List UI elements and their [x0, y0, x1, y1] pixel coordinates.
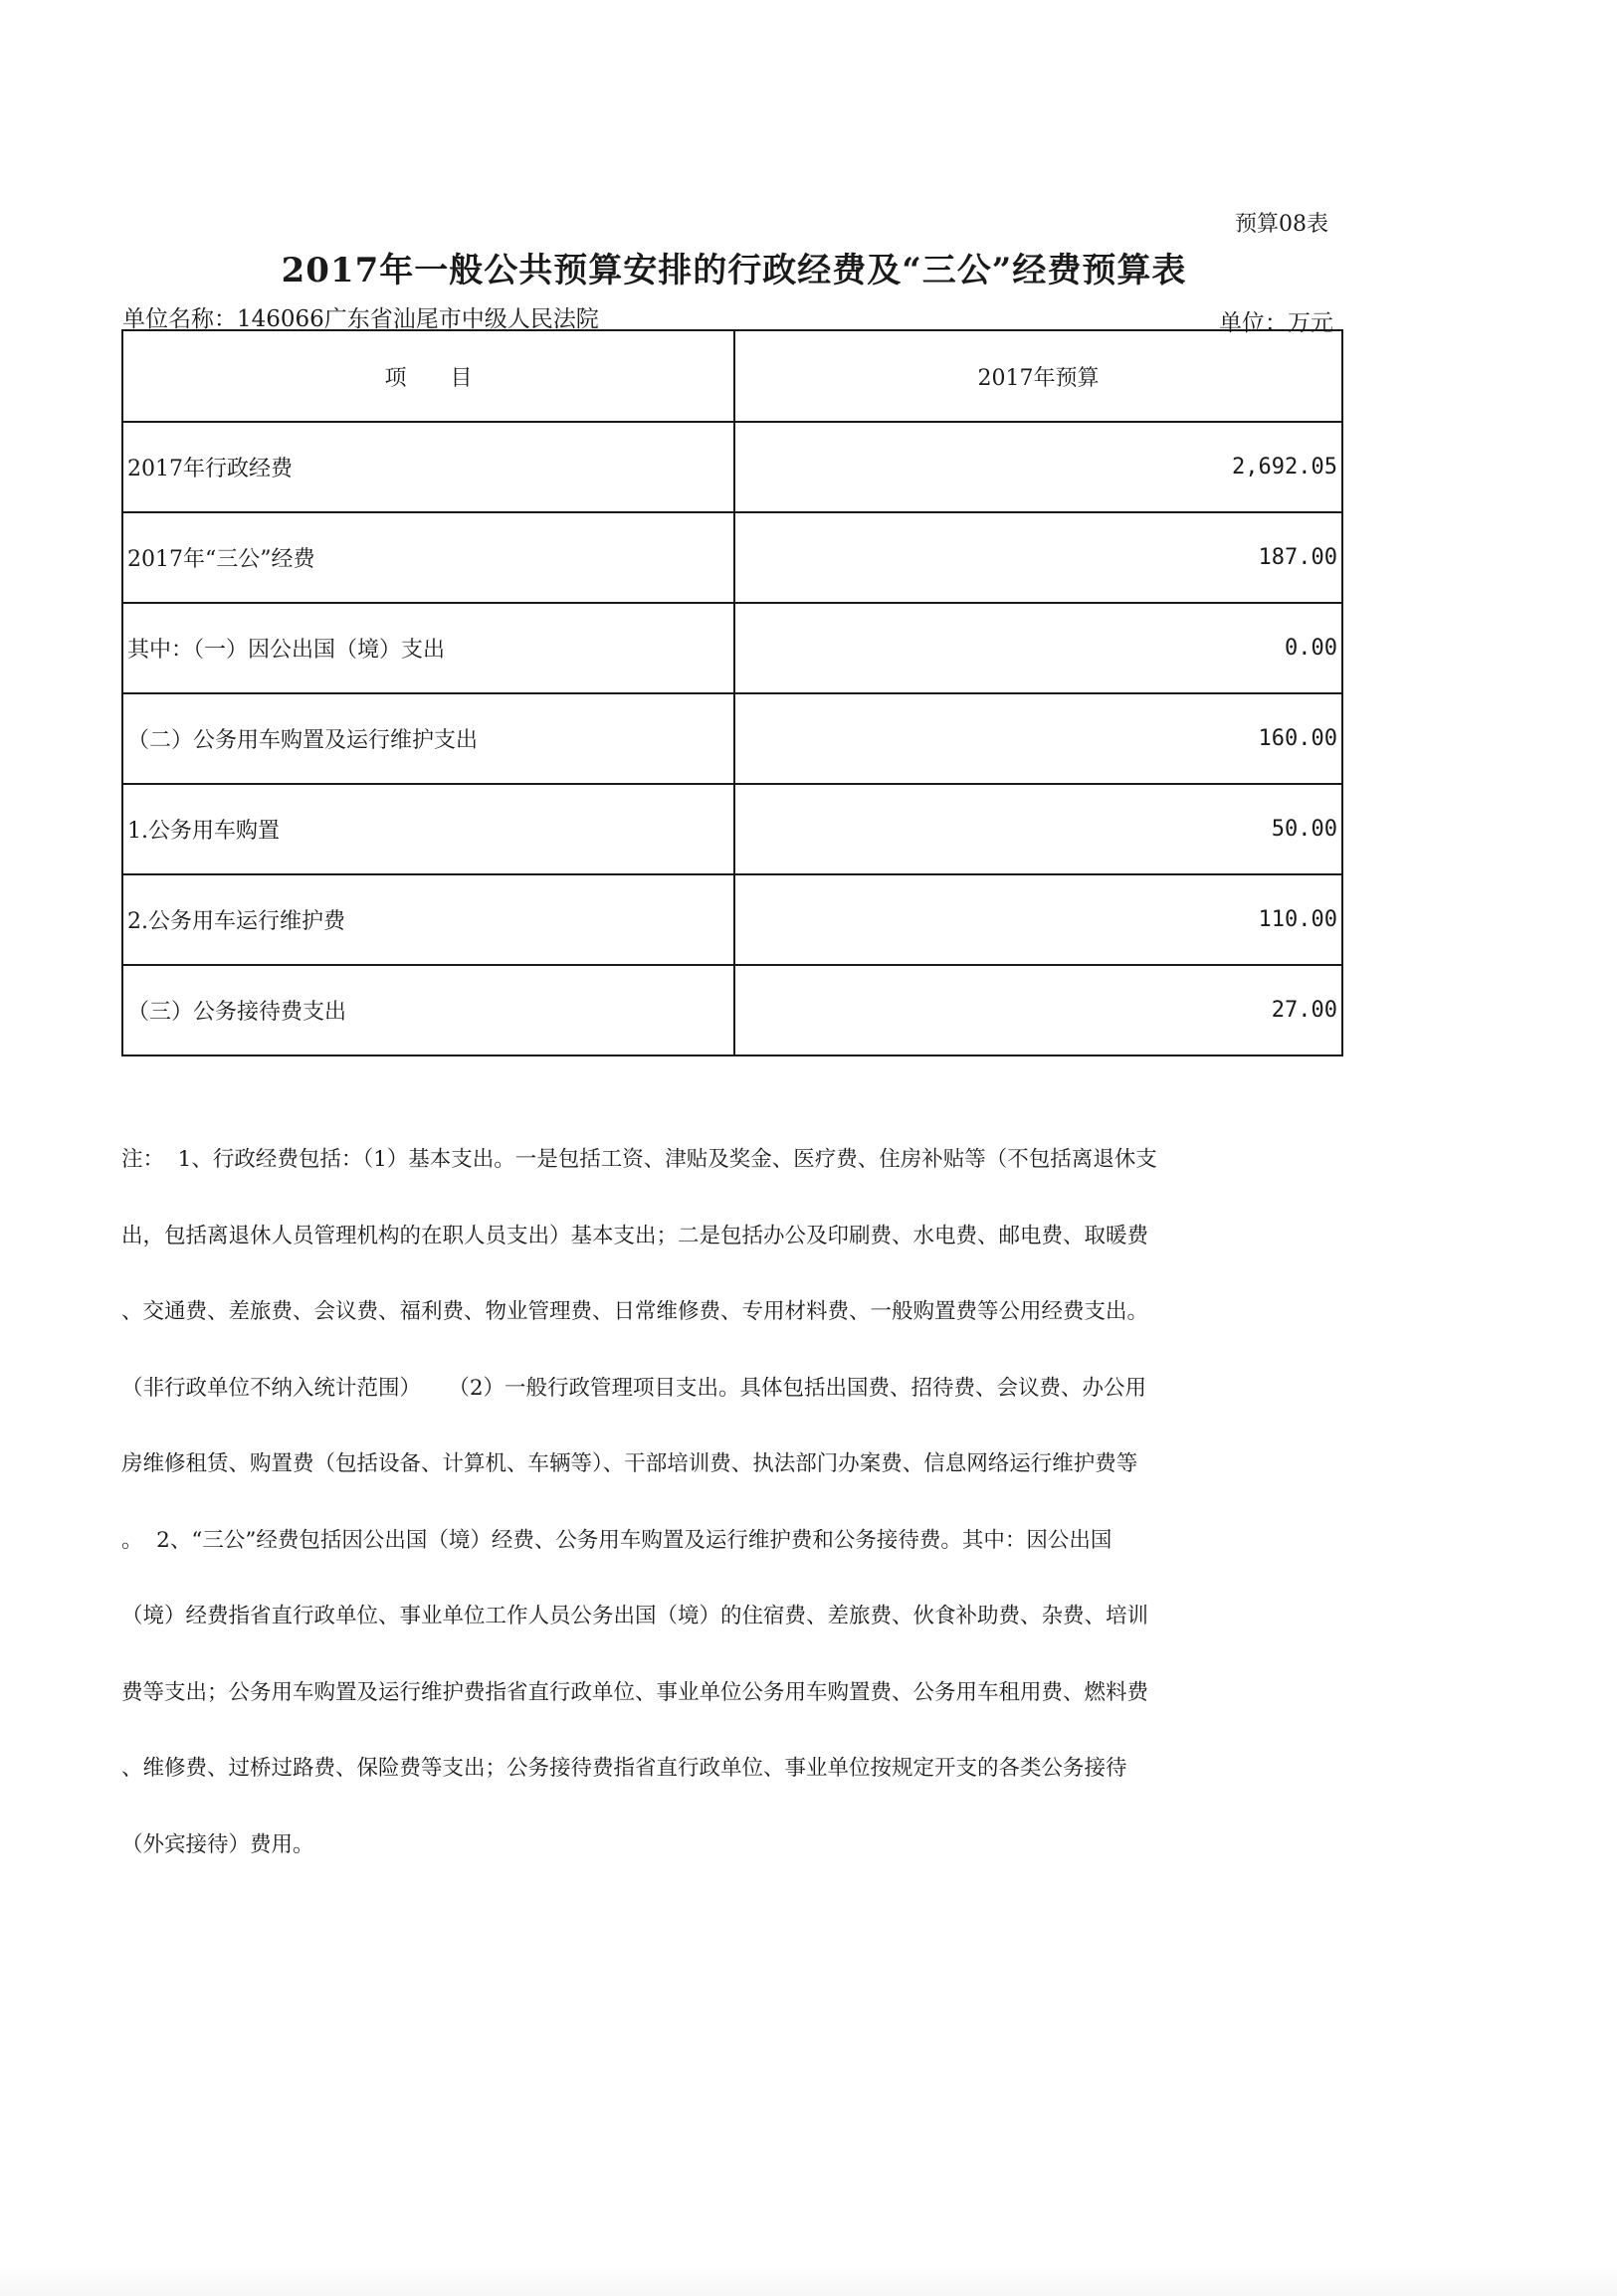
row-value: 187.00: [734, 512, 1342, 603]
row-item-label: （三）公务接待费支出: [122, 965, 734, 1055]
notes-line: 注： 1、行政经费包括：（1）基本支出。一是包括工资、津贴及奖金、医疗费、住房补贴等（不包括离退休支: [121, 1147, 1157, 1172]
row-item-label: 2017年“三公”经费: [122, 512, 734, 603]
notes-line: 房维修租赁、购置费（包括设备、计算机、车辆等）、干部培训费、执法部门办案费、信息网络运行维护费等: [121, 1451, 1138, 1476]
column-header-budget: 2017年预算: [734, 330, 1342, 422]
notes-line: （非行政单位不纳入统计范围） （2）一般行政管理项目支出。具体包括出国费、招待费、会议费、办公用: [121, 1375, 1147, 1401]
row-value: 27.00: [734, 965, 1342, 1055]
notes-line: 费等支出；公务用车购置及运行维护费指省直行政单位、事业单位公务用车购置费、公务用车租用费、燃料费: [121, 1679, 1149, 1705]
budget-table: [121, 329, 1343, 1056]
row-value: 0.00: [734, 603, 1342, 693]
scan-edge-shadow: [0, 2266, 1617, 2296]
row-item-label: 1.公务用车购置: [122, 784, 734, 874]
table-code: 预算08表: [1235, 212, 1328, 237]
row-item-label: 其中：（一）因公出国（境）支出: [122, 603, 734, 693]
table-header-row: [122, 330, 1342, 422]
notes-line: （境）经费指省直行政单位、事业单位工作人员公务出国（境）的住宿费、差旅费、伙食补助费、杂费、培训: [121, 1604, 1149, 1628]
row-value: 50.00: [734, 784, 1342, 874]
table-row: [122, 603, 1342, 693]
row-item-label: 2.公务用车运行维护费: [122, 874, 734, 965]
table-row: [122, 965, 1342, 1055]
notes-line: 出，包括离退休人员管理机构的在职人员支出）基本支出；二是包括办公及印刷费、水电费、邮电费、取暖费: [121, 1223, 1149, 1248]
unit-name: 单位名称：146066广东省汕尾市中级人民法院: [122, 306, 599, 332]
table-row: [122, 512, 1342, 603]
row-item-label: （二）公务用车购置及运行维护支出: [122, 693, 734, 784]
notes-line: 。 2、“三公”经费包括因公出国（境）经费、公务用车购置及运行维护费和公务接待费。其中：因公出国: [121, 1527, 1112, 1553]
row-item-label: 2017年行政经费: [122, 422, 734, 512]
page-title: 2017年一般公共预算安排的行政经费及“三公”经费预算表: [281, 251, 1187, 290]
notes-line: 、维修费、过桥过路费、保险费等支出；公务接待费指省直行政单位、事业单位按规定开支的各类公务接待: [121, 1756, 1127, 1781]
notes-line: 、交通费、差旅费、会议费、福利费、物业管理费、日常维修费、专用材料费、一般购置费等公用经费支出。: [121, 1299, 1149, 1324]
table-row: [122, 874, 1342, 965]
row-value: 2,692.05: [734, 422, 1342, 512]
table-row: [122, 693, 1342, 784]
table-row: [122, 784, 1342, 874]
notes-section: [121, 1096, 1337, 1908]
notes-line: （外宾接待）费用。: [121, 1831, 314, 1857]
table-row: [122, 422, 1342, 512]
row-value: 110.00: [734, 874, 1342, 965]
unit-measure: 单位：万元: [1219, 310, 1333, 336]
row-value: 160.00: [734, 693, 1342, 784]
column-header-item: 项 目: [122, 330, 734, 422]
